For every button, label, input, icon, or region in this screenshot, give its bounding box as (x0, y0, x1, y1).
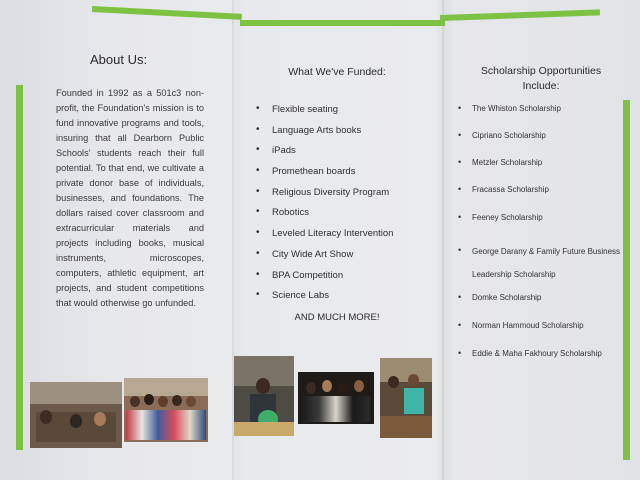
funded-heading: What We've Funded: (288, 66, 386, 78)
funded-item: • Religious Diversity Program (256, 187, 393, 208)
about-panel (0, 0, 232, 480)
funded-item: • iPads (256, 145, 393, 166)
scholarship-item: • Fracassa Scholarship (456, 185, 549, 194)
awards-group-photo (298, 372, 374, 424)
scholarship-item: • Cipriano Scholarship (456, 131, 546, 140)
funded-item: • City Wide Art Show (256, 249, 393, 270)
scholarships-panel (442, 0, 640, 480)
scholarship-item: • Norman Hammoud Scholarship (456, 321, 584, 330)
scholarship-item: • Domke Scholarship (456, 293, 541, 302)
funded-item: • Flexible seating (256, 104, 393, 125)
scholarship-item: • Eddie & Maha Fakhoury Scholarship (456, 349, 602, 358)
students-group-photo (124, 378, 208, 442)
scholarship-item: • Feeney Scholarship (456, 213, 543, 222)
funded-item: • Leveled Literacy Intervention (256, 228, 393, 249)
robotics-student-photo (234, 356, 294, 436)
about-body-text: Founded in 1992 as a 501c3 non-profit, the Foundation's mission is to fund innovative programs and tools, insuring that all Dearborn Public Schools' students reach their full potential. To that end, we cultivate a private donor base of individuals, businesses, and foundations. The dollars raised cover classroom and extracurricular materials and projects including books, musical instruments, microscopes, computers, athletic equipment, art projects, and student competitions that would otherwise go unfunded. (56, 88, 204, 308)
funded-item: • Science Labs (256, 290, 393, 311)
scholarships-heading-line2: Include: (522, 80, 560, 92)
scholarship-item: • George Darany & Family Future Business Leadership Scholarship (456, 240, 632, 286)
funded-list (256, 104, 393, 311)
science-lab-photo (380, 358, 432, 438)
scholarship-item: • The Whiston Scholarship (456, 104, 561, 113)
funded-item: • Robotics (256, 207, 393, 228)
funded-item: • Promethean boards (256, 166, 393, 187)
funded-item: • BPA Competition (256, 270, 393, 291)
classroom-photo-1 (30, 382, 122, 448)
scholarships-heading-line1: Scholarship Opportunities (480, 65, 602, 77)
and-much-more-text: AND MUCH MORE! (294, 312, 380, 323)
funded-item: • Language Arts books (256, 125, 393, 146)
scholarship-item: • Metzler Scholarship (456, 158, 542, 167)
funded-panel (232, 0, 442, 480)
about-heading: About Us: (90, 52, 148, 67)
scholarships-heading (442, 64, 640, 94)
